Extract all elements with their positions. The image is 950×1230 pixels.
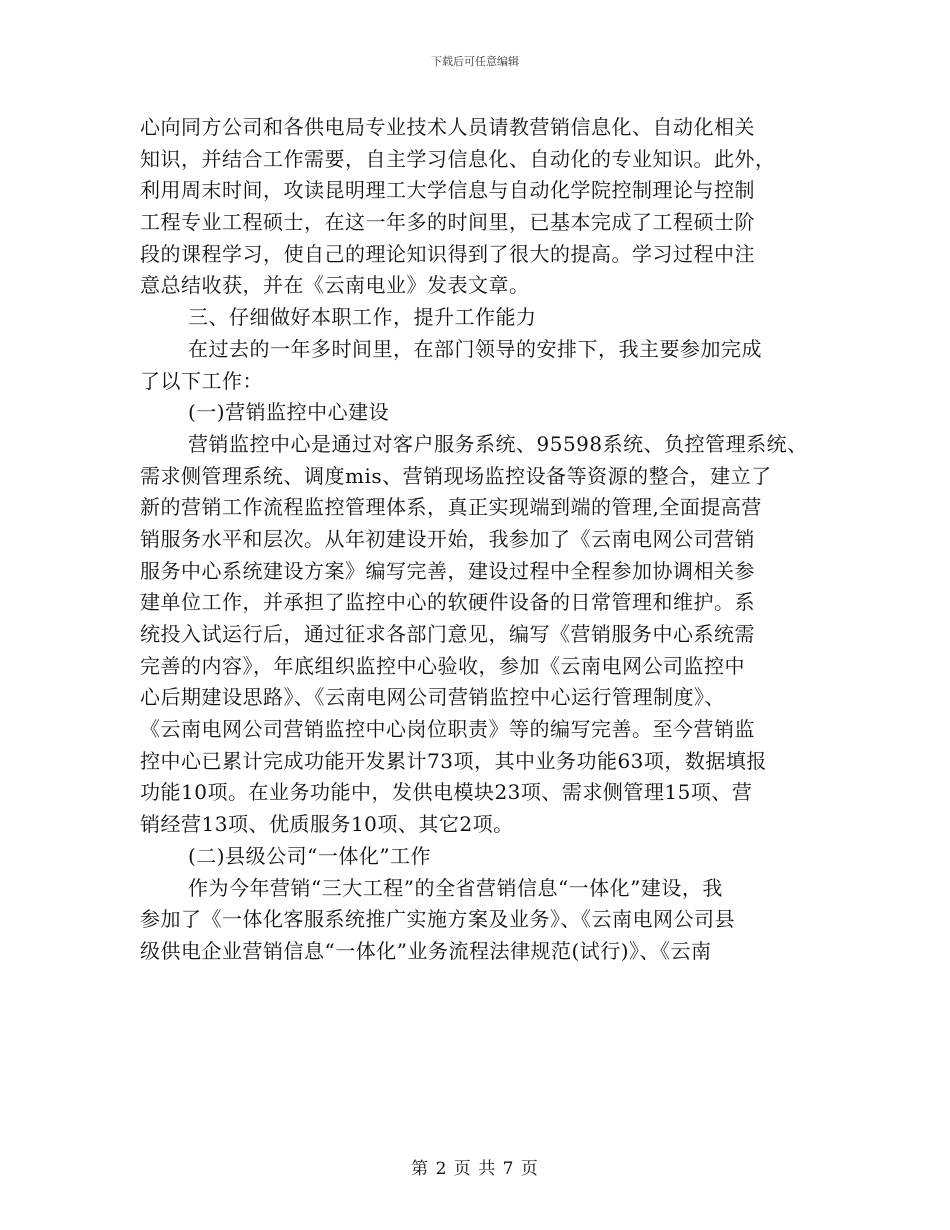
text-line: 建单位工作，并承担了监控中心的软硬件设备的日常管理和维护。系 xyxy=(140,590,755,615)
page-header: 下载后可任意编辑 xyxy=(431,55,519,68)
text-line: 参加了《一体化客服系统推广实施方案及业务》、《云南电网公司县 xyxy=(140,907,735,932)
text-line: 心向同方公司和各供电局专业技术人员请教营销信息化、自动化相关 xyxy=(140,115,755,139)
subsection-heading: (一)营销监控中心建设 xyxy=(188,400,390,425)
text-line: 功能10项。在业务功能中，发供电模块23项、需求侧管理15项、营 xyxy=(140,780,753,805)
text-line: 利用周末时间，攻读昆明理工大学信息与自动化学院控制理论与控制 xyxy=(140,178,755,203)
text-line: 服务中心系统建设方案》编写完善，建设过程中全程参加协调相关参 xyxy=(140,558,755,583)
text-line: 营销监控中心是通过对客户服务系统、95598系统、负控管理系统、 xyxy=(188,431,808,456)
text-line: 心后期建设思路》、《云南电网公司营销监控中心运行管理制度》、 xyxy=(140,685,725,710)
text-line: 需求侧管理系统、调度mis、营销现场监控设备等资源的整合，建立了 xyxy=(140,463,772,488)
text-line: 《云南电网公司营销监控中心岗位职责》等的编写完善。至今营销监 xyxy=(140,717,755,742)
text-line: 新的营销工作流程监控管理体系，真正实现端到端的管理,全面提高营 xyxy=(140,495,762,520)
text-line: 级供电企业营销信息“一体化”业务流程法律规范(试行)》、《云南 xyxy=(140,938,712,963)
text-line: 统投入试运行后，通过征求各部门意见，编写《营销服务中心系统需 xyxy=(140,622,755,646)
text-line: 段的课程学习，使自己的理论知识得到了很大的提高。学习过程中注 xyxy=(140,241,755,266)
text-line: 了以下工作： xyxy=(140,368,263,393)
text-line: 完善的内容》，年底组织监控中心验收，参加《云南电网公司监控中 xyxy=(140,653,745,678)
text-line: 知识，并结合工作需要，自主学习信息化、自动化的专业知识。此外， xyxy=(140,146,776,171)
text-line: 在过去的一年多时间里，在部门领导的安排下，我主要参加完成 xyxy=(188,336,762,361)
document-body xyxy=(140,112,830,968)
text-line: 销经营13项、优质服务10项、其它2项。 xyxy=(140,812,514,837)
text-line: 作为今年营销“三大工程”的全省营销信息“一体化”建设，我 xyxy=(188,875,723,900)
text-line: 控中心已累计完成功能开发累计73项，其中业务功能63项，数据填报 xyxy=(140,748,767,773)
subsection-heading: (二)县级公司“一体化”工作 xyxy=(188,843,432,868)
text-line: 工程专业工程硕士，在这一年多的时间里，已基本完成了工程硕士阶 xyxy=(140,210,755,235)
text-line: 意总结收获，并在《云南电业》发表文章。 xyxy=(140,273,530,298)
text-line: 销服务水平和层次。从年初建设开始，我参加了《云南电网公司营销 xyxy=(140,526,755,551)
section-heading: 三、仔细做好本职工作，提升工作能力 xyxy=(188,305,537,330)
page-footer: 第 2 页 共 7 页 xyxy=(411,1159,539,1179)
